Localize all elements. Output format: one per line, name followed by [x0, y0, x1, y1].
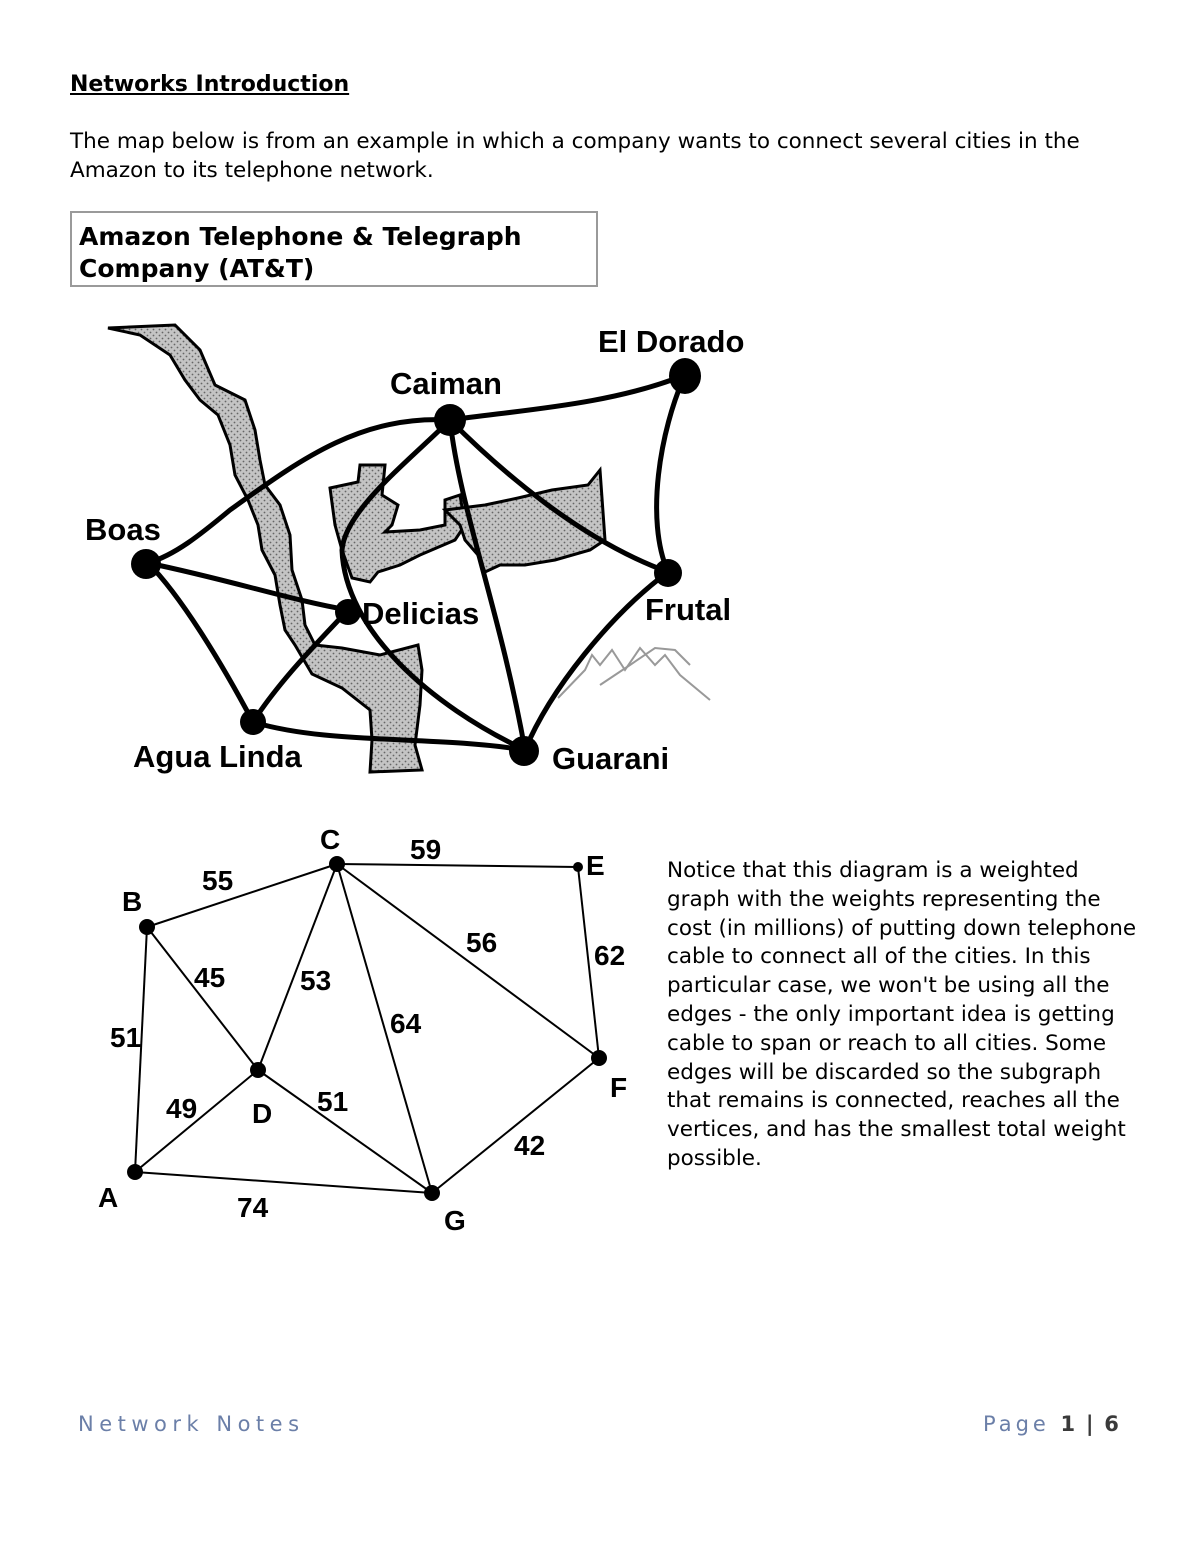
city-label-frutal: Frutal [645, 592, 732, 627]
edge-weight-C-G: 64 [390, 1008, 422, 1039]
edge-weight-C-D: 53 [300, 965, 332, 996]
edge-weight-B-D: 45 [194, 962, 226, 993]
edge-B-D [147, 927, 258, 1070]
vertex-label-E: E [586, 850, 605, 881]
map-title-line1: Amazon Telephone & Telegraph [79, 222, 522, 251]
vertex-E [573, 862, 583, 872]
edge-F-G [432, 1058, 599, 1193]
vertex-label-D: D [252, 1098, 273, 1129]
vertex-C [329, 856, 345, 872]
city-label-guarani: Guarani [552, 741, 670, 776]
vertex-G [424, 1185, 440, 1201]
page-heading: Networks Introduction [70, 72, 350, 97]
city-label-caiman: Caiman [390, 366, 502, 401]
footer-page-total: 6 [1104, 1412, 1119, 1436]
edge-weight-B-C: 55 [202, 865, 234, 896]
edge-weight-A-G: 74 [237, 1192, 269, 1223]
vertex-A [127, 1164, 143, 1180]
vertex-D [250, 1062, 266, 1078]
graph-weights [110, 834, 628, 1223]
footer-title: Network Notes [78, 1412, 305, 1436]
edge-weight-A-B: 51 [110, 1022, 142, 1053]
explanation-paragraph: Notice that this diagram is a weighted graph with the weights representing the cost (in millions) of putting down telephone cable to connect all of the cities. In this particular case, we won't be using all the edges - the only important idea is getting cable to span or reach to all cities. Some edges will be discarded so the subgraph that remains is connected, reaches all the vertices, and has the smallest total weight possible. [667, 858, 1137, 1171]
city-dot-frutal [654, 559, 682, 587]
edge-weight-C-E: 59 [410, 834, 442, 865]
city-dot-agua-linda [240, 709, 266, 735]
map-title-line2: Company (AT&T) [79, 254, 315, 283]
footer-page-number [983, 1412, 1119, 1436]
city-label-agua-linda: Agua Linda [133, 739, 302, 774]
vertex-label-A: A [98, 1182, 119, 1213]
edge-C-E [337, 864, 578, 867]
vertex-label-B: B [122, 886, 143, 917]
footer-page-current: 1 [1060, 1412, 1076, 1436]
amazon-map [80, 310, 760, 780]
map-title-box [70, 211, 598, 287]
city-label-el-dorado: El Dorado [598, 324, 745, 359]
vertex-label-F: F [610, 1072, 628, 1103]
city-label-boas: Boas [85, 512, 161, 547]
intro-paragraph: The map below is from an example in which a company wants to connect several cities in the Amazon to its telephone network. [70, 129, 1080, 183]
vertex-B [139, 919, 155, 935]
footer-separator: | [1085, 1412, 1094, 1436]
edge-weight-F-G: 42 [514, 1130, 546, 1161]
edge-weight-C-F: 56 [466, 927, 498, 958]
edge-B-C [147, 864, 337, 927]
weighted-graph [90, 815, 650, 1245]
footer-page-word: Page [983, 1412, 1050, 1436]
edge-C-F [337, 864, 599, 1058]
city-dot-delicias [335, 599, 361, 625]
city-dot-el-dorado [669, 358, 701, 394]
edge-weight-E-F: 62 [594, 940, 626, 971]
vertex-label-C: C [320, 824, 341, 855]
city-label-delicias: Delicias [362, 596, 480, 631]
vertex-label-G: G [444, 1205, 466, 1236]
edge-weight-D-G: 51 [317, 1086, 349, 1117]
vertex-F [591, 1050, 607, 1066]
city-dot-boas [131, 549, 161, 579]
edge-A-G [135, 1172, 432, 1193]
city-dot-caiman [434, 404, 466, 436]
city-dot-guarani [509, 736, 539, 766]
edge-weight-A-D: 49 [166, 1093, 198, 1124]
